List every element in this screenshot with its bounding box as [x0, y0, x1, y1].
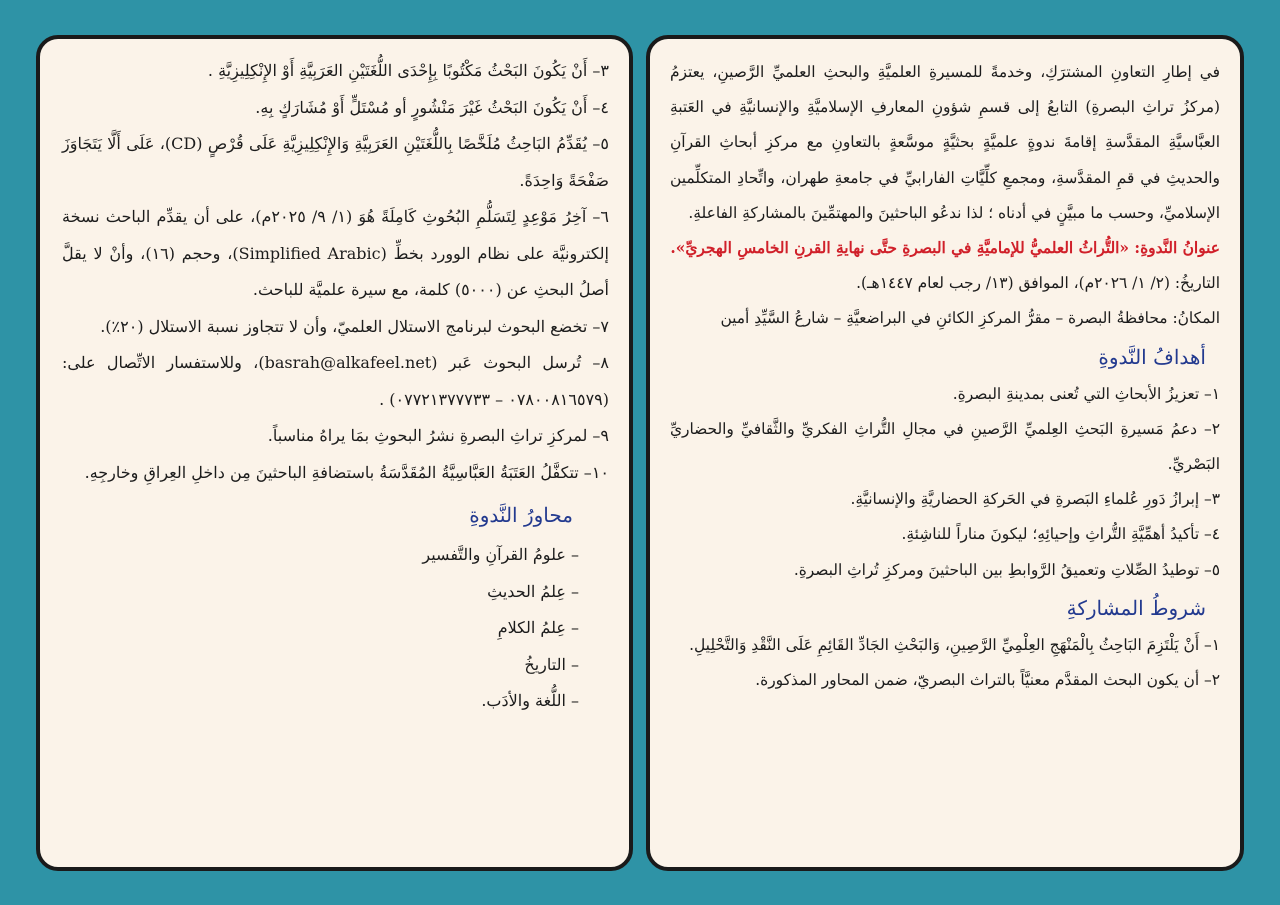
condition-item: ٦– آخِرُ مَوْعِدٍ لِتَسَلُّمِ البُحُوثِ كَامِلَةً هُوَ (١/ ٩/ ٢٠٢٥م)، على أن يقدِّم الباحث نسخة إلكترونيَّة على نظام الوورد بخطِّ (Simplified Arabic)، وحجم (١٦)، وأنْ لا يقلَّ أصلُ البحثِ عن (٥٠٠٠) كلمة، مع سيرة علميَّة للباحث.: [62, 207, 610, 299]
goal-item: ٥– توطيدُ الصِّلاتِ وتعميقُ الرَّوابطِ بين الباحثينَ ومركزِ تُراثِ البصرةِ.: [793, 560, 1220, 579]
right-panel: [646, 35, 1244, 871]
condition-item: ٣– أَنْ يَكُونَ البَحْثُ مَكْتُوبًا بِإِحْدَى اللُّغَتَيْنِ العَرَبِيَّةِ أَوْ الإِنْكِلِيزِيَّةِ .: [207, 61, 609, 80]
condition-item: ٢– أن يكون البحث المقدَّم معنيَّاً بالتراث البصريّ، ضمن المحاور المذكورة.: [755, 671, 1220, 690]
axes-heading: محاورُ النَّدوةِ: [469, 503, 573, 527]
condition-item: ١– أَنْ يَلْتَزِمَ البَاحِثُ بِالْمَنْهَجِ العِلْمِيِّ الرَّصِينِ، وَالبَحْثِ الجَادِّ القَائِمِ عَلَى النَّقْدِ وَالتَّحْلِيلِ.: [689, 635, 1220, 654]
goal-item: ٤– تأكيدُ أهمِّيَّةِ التُّراثِ وإحيائِهِ؛ ليكونَ مناراً للناشِئةِ.: [901, 525, 1220, 544]
goal-item: ٢– دعمُ مَسيرةِ البَحثِ العِلميِّ الرَّصينِ في مجالِ التُّراثِ الفكريِّ والثَّقافيِّ والحضاريِّ البَصْريِّ.: [670, 419, 1220, 474]
date-line: التاريخُ: (٢/ ١/ ٢٠٢٦م)، الموافق (١٣/ رجب لعام ١٤٤٧هـ).: [856, 274, 1220, 293]
symposium-title: عنوانُ النَّدوةِ: «التُّراثُ العلميُّ للإماميَّةِ في البصرةِ حتَّى نهايةِ القرنِ الخامسِ الهجريِّ».: [670, 239, 1220, 258]
condition-item: ١٠– تتكفَّلُ العَتَبَةُ العَبَّاسِيَّةُ المُقَدَّسَةُ باستضافةِ الباحثينَ مِن داخلِ العِراقِ وخارجِهِ.: [84, 462, 609, 482]
condition-item: ٧– تخضع البحوث لبرنامج الاستلال العلميّ، وأن لا تتجاوز نسبة الاستلال (٢٠٪).: [100, 316, 609, 336]
condition-item: ٨– تُرسل البحوث عَبر (basrah@alkafeel.net)، وللاستفسار الاتِّصال على: (٠٧٨٠٠٨١٦٥٧٩ – ٠٧٧٢١٣٧٧٧٣٣) .: [62, 353, 609, 409]
goals-heading: أهدافُ النَّدوةِ: [1098, 344, 1206, 369]
condition-item: ٤– أَنْ يَكُونَ البَحْثُ غَيْرَ مَنْشُورٍ أو مُسْتَلٍّ أَوْ مُشَارَكٍ بِهِ.: [255, 97, 609, 117]
left-panel: [36, 35, 633, 871]
axis-item: – عِلمُ الكلامِ: [497, 618, 579, 637]
axis-item: – اللُّغة والأدَب.: [481, 691, 579, 710]
condition-item: ٩– لمركزِ تراثِ البصرةِ نشرُ البحوثِ بمَا يراهُ مناسباً.: [267, 426, 609, 445]
goal-item: ٣– إبرازُ دَورِ عُلماءِ البَصرةِ في الحَركةِ الحضاريَّةِ والإنسانيَّةِ.: [850, 490, 1220, 509]
axis-item: – علومُ القرآنِ والتَّفسير: [422, 545, 579, 564]
goal-item: ١– تعزيزُ الأبحاثِ التي تُعنى بمدينةِ البصرةِ.: [952, 384, 1220, 403]
axes-list: [62, 537, 609, 720]
conditions-heading: شروطُ المشاركةِ: [1066, 595, 1206, 620]
place-line: المكانُ: محافظةُ البصرة – مقرُّ المركزِ الكائنِ في البراضعيَّةِ – شارعُ السَّيِّدِ أمين: [720, 309, 1220, 328]
intro-paragraph: في إطارِ التعاونِ المشترَكِ، وخدمةً للمسيرةِ العلميَّةِ والبحثِ العلميِّ الرَّصينِ، يعتزمُ (مركزُ تراثِ البصرةِ) التابعُ إلى قسمِ شؤونِ المعارفِ الإسلاميَّةِ والإنسانيَّةِ في العَتبةِ العبَّاسيَّةِ المقدَّسةِ إقامةَ ندوةٍ علميَّةٍ بحثيَّةٍ موسَّعةٍ بالتعاونِ مع مركزِ أبحاثِ القرآنِ والحديثِ في قمِ المقدَّسةِ، ومجمعِ كلِّيَّاتِ الفارابيِّ في جامعةِ طهران، واتِّحادِ المتكلِّمين الإسلاميِّ، وحسب ما مبيَّنٍ في أدناه ؛ لذا ندعُو الباحثينَ والمهتمِّينَ بالمشاركةِ الفاعلةِ.: [670, 63, 1220, 222]
axis-item: – التاريخُ: [524, 654, 579, 674]
condition-item: ٥– يُقَدِّمُ البَاحِثُ مُلَخَّصًا بِاللُّغَتَيْنِ العَرَبِيَّةِ وَالإِنْكِلِيزِيَّةِ عَلَى قُرْصٍ (CD)، عَلَى أَلَّا يَتَجَاوَزَ صَفْحَةً وَاحِدَةً.: [62, 134, 609, 190]
axis-item: – عِلمُ الحديثِ: [487, 581, 579, 601]
